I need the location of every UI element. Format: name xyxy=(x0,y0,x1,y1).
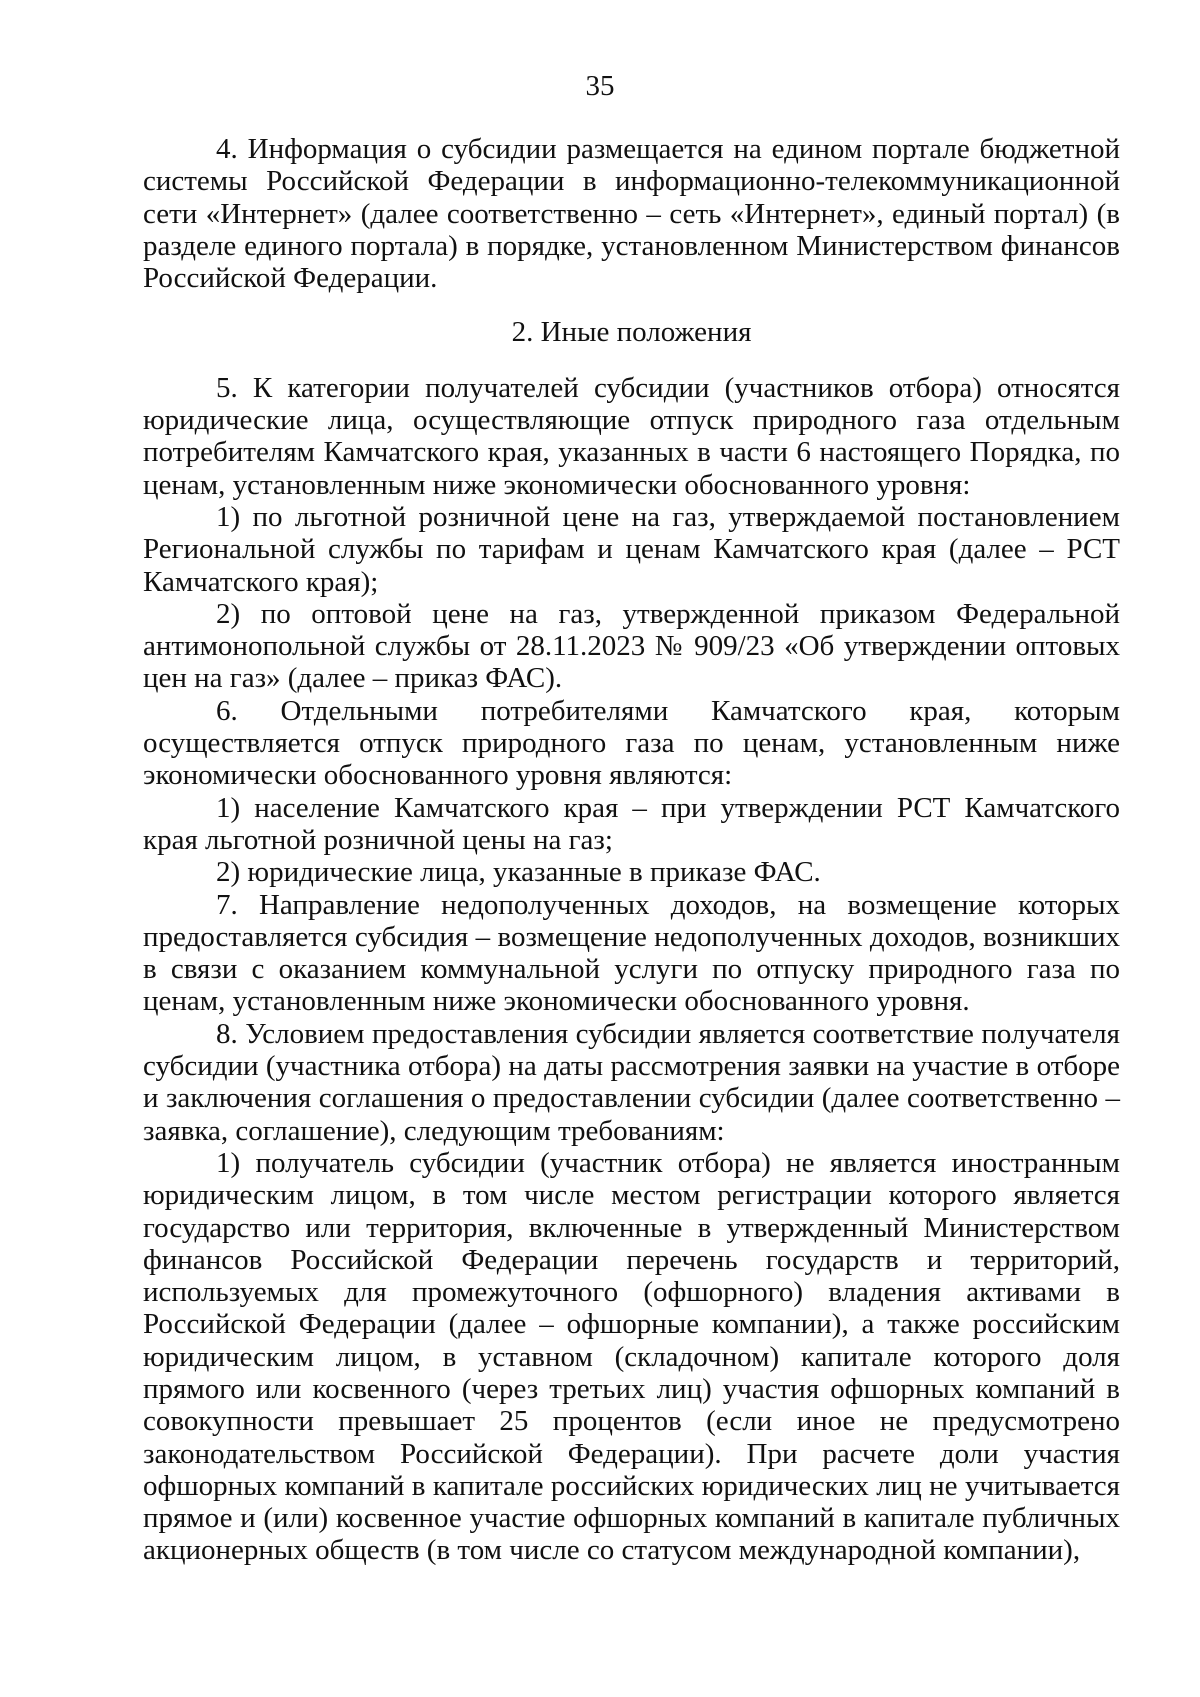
page-number: 35 xyxy=(585,70,615,102)
paragraph-7: 7. Направление недополученных доходов, на возмещение которых предоставляется субсидия – возмещение недополученных доходов, возникших в связи с оказанием коммунальной услуги по отпуску природного газа по ценам, установленным ниже экономически обоснованного уровня. xyxy=(143,888,1120,1018)
paragraph-8: 8. Условием предоставления субсидии является соответствие получателя субсидии (участника отбора) на даты рассмотрения заявки на участие в отборе и заключения соглашения о предоставлении субсидии (далее соответственно – заявка, соглашение), следующим требованиям: xyxy=(143,1017,1120,1147)
paragraph-5: 5. К категории получателей субсидии (участников отбора) относятся юридические лица, осуществляющие отпуск природного газа отдельным потребителям Камчатского края, указанных в части 6 настоящего Порядка, по ценам, установленным ниже экономически обоснованного уровня: xyxy=(143,371,1120,501)
section-heading: 2. Иные положения xyxy=(511,316,752,349)
document-body xyxy=(143,133,1120,1567)
paragraph-5-item-1: 1) по льготной розничной цене на газ, утверждаемой постановлением Региональной службы по тарифам и ценам Камчатского края (далее – РСТ Камчатского края); xyxy=(143,500,1120,598)
paragraph-5-item-2: 2) по оптовой цене на газ, утвержденной приказом Федеральной антимонопольной службы от 28.11.2023 № 909/23 «Об утверждении оптовых цен на газ» (далее – приказ ФАС). xyxy=(143,597,1120,695)
paragraph-6-item-2: 2) юридические лица, указанные в приказе ФАС. xyxy=(216,856,821,889)
paragraph-4: 4. Информация о субсидии размещается на едином портале бюджетной системы Российской Федерации в информационно-телекоммуникационной сети «Интернет» (далее соответственно – сеть «Интернет», единый портал) (в разделе единого портала) в порядке, установленном Министерством финансов Российской Федерации. xyxy=(143,133,1120,295)
paragraph-8-item-1: 1) получатель субсидии (участник отбора) не является иностранным юридическим лицом, в том числе местом регистрации которого является государство или территория, включенные в утвержденный Министерством финансов Российской Федерации перечень государств и территорий, используемых для промежуточного (офшорного) владения активами в Российской Федерации (далее – офшорные компании), а также российским юридическим лицом, в уставном (складочном) капитале которого доля прямого или косвенного (через третьих лиц) участия офшорных компаний в совокупности превышает 25 процентов (если иное не предусмотрено законодательством Российской Федерации). При расчете доли участия офшорных компаний в капитале российских юридических лиц не учитывается прямое и (или) косвенное участие офшорных компаний в капитале публичных акционерных обществ (в том числе со статусом международной компании), xyxy=(143,1146,1120,1567)
paragraph-6-item-1: 1) население Камчатского края – при утверждении РСТ Камчатского края льготной розничной цены на газ; xyxy=(143,791,1120,856)
paragraph-6: 6. Отдельными потребителями Камчатского края, которым осуществляется отпуск природного газа по ценам, установленным ниже экономически обоснованного уровня являются: xyxy=(143,694,1120,792)
